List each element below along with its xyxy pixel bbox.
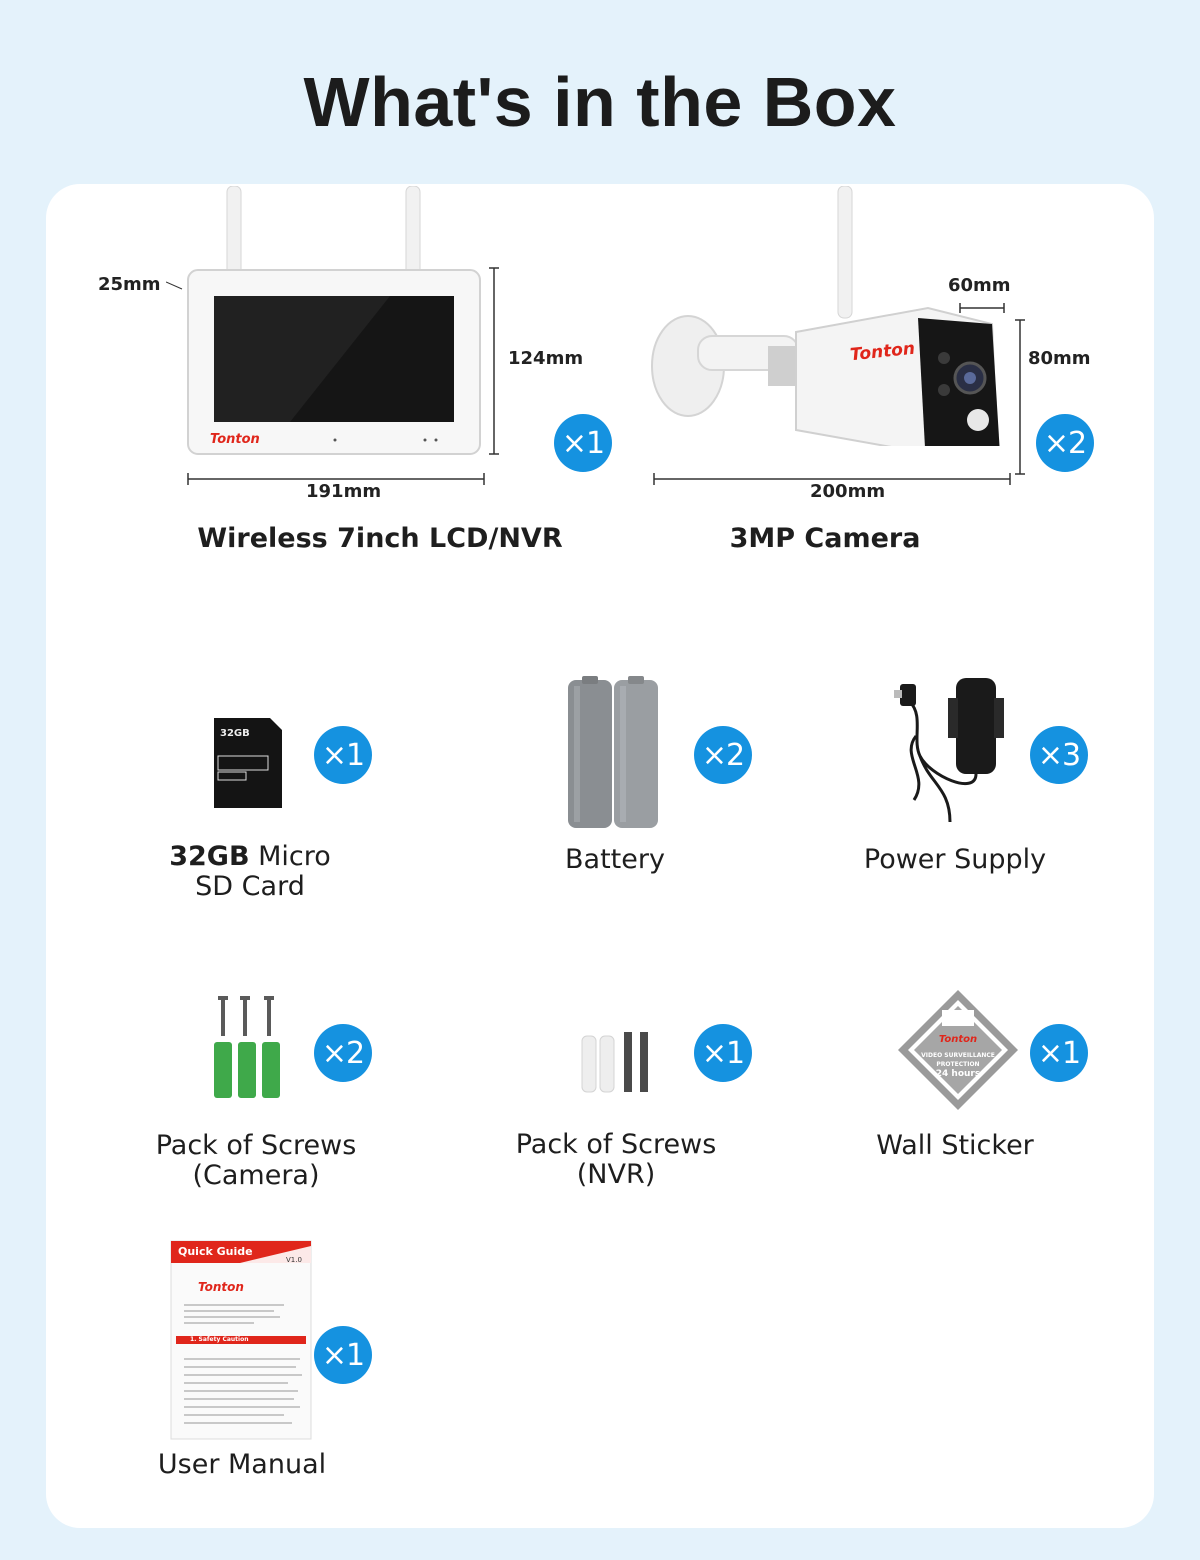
nvr-screws-label-line1: Pack of Screws — [515, 1129, 717, 1160]
wall-sticker-label: Wall Sticker — [876, 1130, 1034, 1161]
camera-diameter-line — [958, 302, 1008, 314]
wall-sticker-text-3: 24 hours — [935, 1069, 981, 1079]
wall-sticker-quantity-badge: ×1 — [1030, 1024, 1088, 1082]
power-supply-quantity-badge: ×3 — [1030, 726, 1088, 784]
user-manual-section: 1. Safety Caution — [190, 1336, 249, 1343]
camera-image — [648, 186, 1018, 446]
power-supply-label: Power Supply — [863, 844, 1047, 875]
camera-screws-image — [210, 996, 286, 1100]
nvr-quantity-badge: ×1 — [554, 414, 612, 472]
sd-card-label-rest: Micro — [249, 841, 331, 872]
sd-card-label-line2: SD Card — [195, 871, 305, 902]
page-title: What's in the Box — [303, 63, 897, 141]
wall-sticker-brand: Tonton — [938, 1034, 978, 1045]
camera-height-label: 80mm — [1028, 348, 1091, 369]
camera-screws-label-line1: Pack of Screws — [155, 1130, 357, 1161]
battery-label: Battery — [565, 844, 665, 875]
nvr-screws-image — [578, 1032, 658, 1096]
camera-screws-quantity-badge: ×2 — [314, 1024, 372, 1082]
sd-card-label-bold: 32GB — [169, 841, 250, 872]
user-manual-header: Quick Guide — [178, 1245, 253, 1258]
nvr-screws-label-line2: (NVR) — [576, 1159, 656, 1190]
battery-image — [566, 676, 662, 830]
camera-quantity-badge: ×2 — [1036, 414, 1094, 472]
nvr-height-line — [488, 266, 500, 456]
nvr-image — [180, 186, 490, 461]
camera-length-label: 200mm — [810, 481, 886, 502]
nvr-indicator-lights — [330, 436, 440, 446]
nvr-brand-logo: Tonton — [210, 432, 260, 447]
nvr-screws-label — [486, 1130, 746, 1190]
wall-sticker-image — [896, 988, 1020, 1112]
user-manual-brand: Tonton — [198, 1280, 244, 1294]
nvr-width-label: 191mm — [306, 481, 382, 502]
user-manual-quantity-badge: ×1 — [314, 1326, 372, 1384]
battery-quantity-badge: ×2 — [694, 726, 752, 784]
camera-screws-label-line2: (Camera) — [192, 1160, 320, 1191]
nvr-depth-label: 25mm — [98, 274, 161, 295]
nvr-label: Wireless 7inch LCD/NVR — [197, 523, 563, 554]
camera-height-line — [1014, 318, 1026, 478]
nvr-depth-pointer — [166, 280, 186, 292]
user-manual-version: V1.0 — [286, 1256, 302, 1264]
camera-screws-label — [126, 1131, 386, 1191]
wall-sticker-text-1: VIDEO SURVEILLANCE — [921, 1052, 995, 1059]
camera-brand-logo: Tonton — [849, 338, 916, 366]
nvr-screws-quantity-badge: ×1 — [694, 1024, 752, 1082]
wall-sticker-text-2: PROTECTION — [936, 1061, 980, 1068]
camera-diameter-label: 60mm — [948, 275, 1011, 296]
sd-card-quantity-badge: ×1 — [314, 726, 372, 784]
camera-label: 3MP Camera — [729, 523, 921, 554]
power-supply-image — [890, 676, 1010, 824]
user-manual-label: User Manual — [157, 1449, 327, 1480]
sd-card-capacity-text: 32GB — [220, 728, 250, 739]
nvr-height-label: 124mm — [508, 348, 584, 369]
sd-card-label — [120, 842, 380, 902]
